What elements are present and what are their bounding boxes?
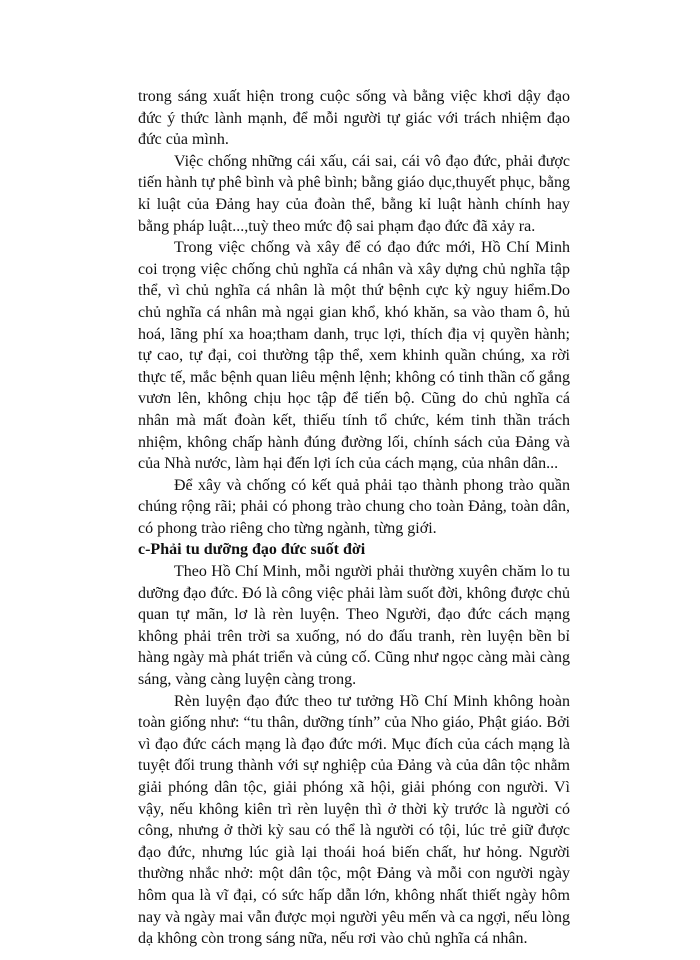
paragraph: Theo Hồ Chí Minh, mỗi người phải thường xuyên chăm lo tu dưỡng đạo đức. Đó là công việc phải làm suốt đời, không được chủ quan tự mãn, lơ là rèn luyện. Theo Người, đạo đức cách mạng không phải trên trời sa xuống, nó do đấu tranh, rèn luyện bền bỉ hàng ngày mà phát triển và củng cố. Cũng như ngọc càng mài càng sáng, vàng càng luyện càng trong. bbox=[138, 563, 570, 689]
paragraph: Rèn luyện đạo đức theo tư tưởng Hồ Chí Minh không hoàn toàn giống như: “tu thân, dưỡng tính” của Nho giáo, Phật giáo. Bởi vì đạo đức cách mạng là đạo đức mới. Mục đích của cách mạng là tuyệt đối trung thành với sự nghiệp của Đảng và của dân tộc nhằm giải phóng dân tộc, giải phóng xã hội, giải phóng con người. Vì vậy, nếu không kiên trì rèn luyện thì ở thời kỳ trước là người có công, nhưng ở thời kỳ sau có thể là người có tội, lúc trẻ giữ được đạo đức, nhưng lúc già lại thoái hoá biến chất, hư hỏng. Người thường nhắc nhở: một dân tộc, một Đảng và mỗi con người ngày hôm qua là vĩ đại, có sức hấp dẫn lớn, không nhất thiết ngày hôm nay và ngày mai vẫn được mọi người yêu mến và ca ngợi, nếu lòng dạ không còn trong sáng nữa, nếu rơi vào chủ nghĩa cá nhân. bbox=[138, 692, 570, 948]
section-heading: c-Phải tu dưỡng đạo đức suốt đời bbox=[138, 541, 366, 559]
paragraph: Việc chống những cái xấu, cái sai, cái vô đạo đức, phải được tiến hành tự phê bình và phê bình; bằng giáo dục,thuyết phục, bằng kỉ luật của Đảng hay của đoàn thể, bằng kỉ luật hành chính hay bằng pháp luật...,tuỳ theo mức độ sai phạm đạo đức đã xảy ra. bbox=[138, 152, 570, 235]
paragraph: Trong việc chống và xây để có đạo đức mới, Hồ Chí Minh coi trọng việc chống chủ nghĩa cá nhân và xây dựng chủ nghĩa tập thể, vì chủ nghĩa cá nhân là một thứ bệnh cực kỳ nguy hiểm.Do chủ nghĩa cá nhân mà ngại gian khổ, khó khăn, sa vào tham ô, hủ hoá, lãng phí xa hoa;tham danh, trục lợi, thích địa vị quyền hành; tự cao, tự đại, coi thường tập thể, xem khinh quần chúng, xa rời thực tế, mắc bệnh quan liêu mệnh lệnh; không có tinh thần cố gắng vươn lên, không chịu học tập để tiến bộ. Cũng do chủ nghĩa cá nhân mà mất đoàn kết, thiếu tính tổ chức, kém tinh thần trách nhiệm, không chấp hành đúng đường lối, chính sách của Đảng và của Nhà nước, làm hại đến lợi ích của cách mạng, của nhân dân... bbox=[138, 239, 570, 473]
paragraph: trong sáng xuất hiện trong cuộc sống và bằng việc khơi dậy đạo đức ý thức lành mạnh, để mỗi người tự giác với trách nhiệm đạo đức của mình. bbox=[138, 88, 570, 149]
paragraph: Để xây và chống có kết quả phải tạo thành phong trào quần chúng rộng rãi; phải có phong trào chung cho toàn Đảng, toàn dân, có phong trào riêng cho từng ngành, từng giới. bbox=[138, 476, 570, 537]
document-page bbox=[138, 86, 570, 950]
